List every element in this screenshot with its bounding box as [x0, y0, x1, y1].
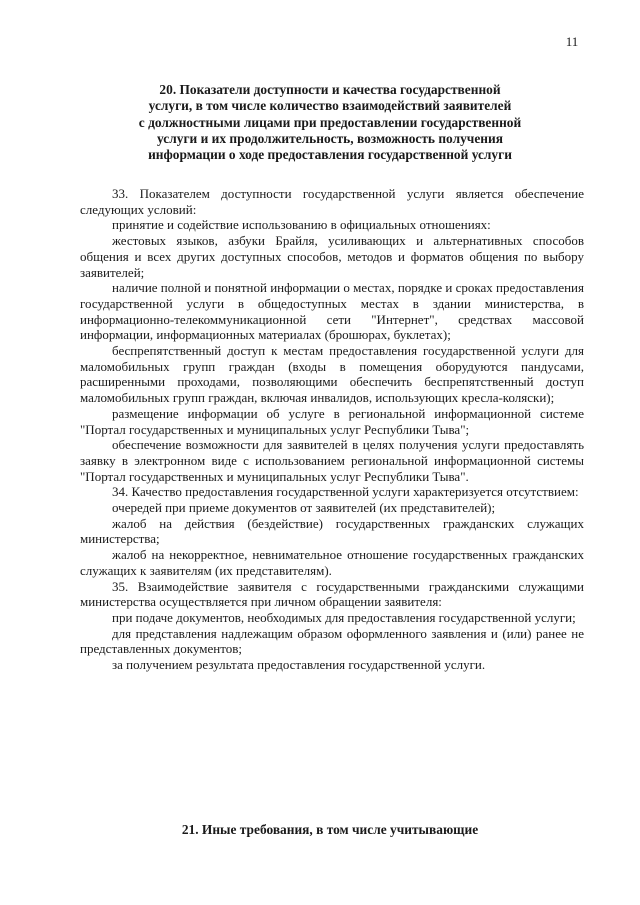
section-20-heading-line: с должностными лицами при предоставлении государственной [138, 114, 522, 130]
paragraph-34-item: жалоб на некорректное, невнимательное отношение государственных гражданских служащих к заявителям (их представителям). [80, 547, 584, 578]
section-20-heading [80, 82, 580, 163]
paragraph-34-intro: 34. Качество предоставления государственной услуги характеризуется отсутствием: [112, 484, 579, 500]
paragraph-35-item: за получением результата предоставления государственной услуги. [112, 657, 486, 673]
paragraph-35-item: для представления надлежащим образом оформленного заявления и (или) ранее не представленных документов; [80, 625, 584, 657]
section-20-heading-line: услуги, в том числе количество взаимодействий заявителей [148, 98, 512, 114]
paragraph-33-intro: 33. Показателем доступности государственной услуги является обеспечение следующих условий: [80, 186, 584, 217]
paragraph-33-item: беспрепятственный доступ к местам предоставления государственной услуги для маломобильных групп граждан (входы в помещения оборудуются пандусами, расширенными проходами, позволяющими обеспечить беспрепятственный доступ маломобильных групп граждан, включая инвалидов, использующих кресла-коляски); [80, 343, 584, 406]
section-20-heading-line: 20. Показатели доступности и качества государственной [159, 82, 501, 97]
section-20-heading-line: информации о ходе предоставления государственной услуги [148, 147, 512, 163]
paragraph-33-item: обеспечение возможности для заявителей в целях получения услуги предоставлять заявку в электронном виде с использованием региональной информационной системы "Портал государственных и муниципальных услуг Республики Тыва". [80, 437, 584, 484]
paragraph-33-item: размещение информации об услуге в региональной информационной системе "Портал государственных и муниципальных услуг Республики Тыва"; [80, 405, 584, 437]
paragraph-33-item: наличие полной и понятной информации о местах, порядке и сроках предоставления государственной услуги в общедоступных местах в здании министерства, в информационно-телекоммуникационной сети "Интернет", средствах массовой информации, информационных материалах (брошюрах, буклетах); [80, 280, 584, 343]
document-body [80, 186, 584, 673]
section-21-heading: 21. Иные требования, в том числе учитывающие [181, 822, 479, 837]
page-number: 11 [565, 34, 579, 49]
paragraph-34-item: жалоб на действия (бездействие) государственных гражданских служащих министерства; [80, 515, 584, 547]
paragraph-33-item: принятие и содействие использованию в официальных отношениях: [112, 217, 491, 233]
section-20-heading-line: услуги и их продолжительность, возможность получения [157, 130, 503, 146]
paragraph-34-item: очередей при приеме документов от заявителей (их представителей); [112, 500, 496, 516]
paragraph-35-item: при подаче документов, необходимых для предоставления государственной услуги; [112, 609, 576, 625]
paragraph-33-item: жестовых языков, азбуки Брайля, усиливающих и альтернативных способов общения и всех других доступных способов, методов и форматов общения по выбору заявителей; [80, 233, 584, 280]
paragraph-35-intro: 35. Взаимодействие заявителя с государственными гражданскими служащими министерства осуществляется при личном обращении заявителя: [80, 578, 584, 610]
